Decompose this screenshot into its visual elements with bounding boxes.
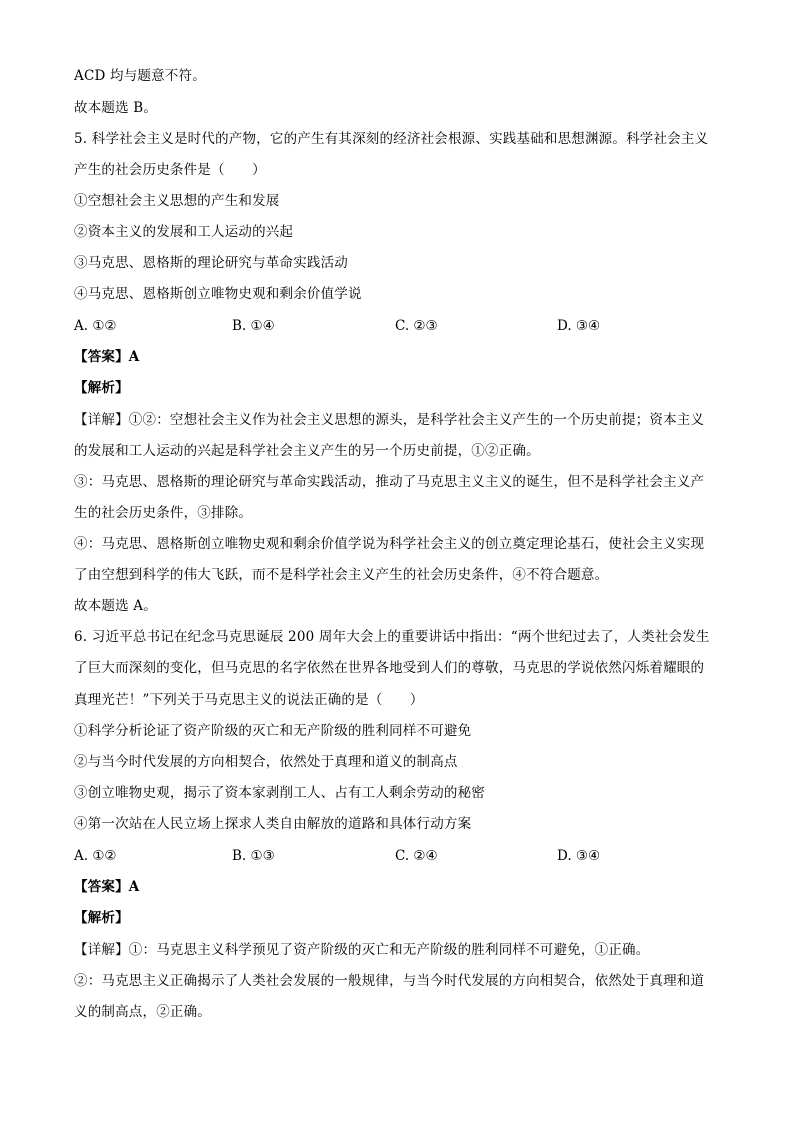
analysis-label: 【解析】 xyxy=(74,910,129,926)
question-6-item: ①科学分析论证了资产阶级的灭亡和无产阶级的胜利同样不可避免 xyxy=(74,723,472,739)
explanation-line: 【详解】①②：空想社会主义作为社会主义思想的源头，是科学社会主义产生的一个历史前提；资本主义 xyxy=(74,412,705,428)
option-a: A. ①② xyxy=(74,318,117,334)
option-d: D. ③④ xyxy=(557,848,601,864)
option-b: B. ①④ xyxy=(232,318,275,334)
question-5-item: ②资本主义的发展和工人运动的兴起 xyxy=(74,224,294,240)
question-5-stem: 产生的社会历史条件是（ ） xyxy=(74,162,266,178)
question-5-item: ③马克思、恩格斯的理论研究与革命实践活动 xyxy=(74,255,348,271)
answer-label: 【答案】A xyxy=(74,879,140,895)
text-line: 故本题选 B。 xyxy=(74,100,158,116)
option-c: C. ②③ xyxy=(395,318,438,334)
explanation-line: 义的制高点，②正确。 xyxy=(74,1004,211,1020)
explanation-line: ④：马克思、恩格斯创立唯物史观和剩余价值学说为科学社会主义的创立奠定理论基石，使社会主义实现 xyxy=(74,536,705,552)
option-b: B. ①③ xyxy=(232,848,275,864)
question-6-stem: 6. 习近平总书记在纪念马克思诞辰 200 周年大会上的重要讲话中指出：“两个世纪过去了，人类社会发生 xyxy=(74,629,710,645)
question-5-item: ①空想社会主义思想的产生和发展 xyxy=(74,193,280,209)
explanation-line: ②：马克思主义正确揭示了人类社会发展的一般规律，与当今时代发展的方向相契合，依然处于真理和道 xyxy=(74,973,705,989)
question-6-stem: 了巨大而深刻的变化，但马克思的名字依然在世界各地受到人们的尊敬，马克思的学说依然闪烁着耀眼的 xyxy=(74,660,705,676)
analysis-label: 【解析】 xyxy=(74,380,129,396)
explanation-line: ③：马克思、恩格斯的理论研究与革命实践活动，推动了马克思主义主义的诞生，但不是科学社会主义产 xyxy=(74,474,705,490)
explanation-line: 了由空想到科学的伟大飞跃，而不是科学社会主义产生的社会历史条件，④不符合题意。 xyxy=(74,567,609,583)
question-6-item: ③创立唯物史观，揭示了资本家剥削工人、占有工人剩余劳动的秘密 xyxy=(74,785,485,801)
option-a: A. ①② xyxy=(74,848,117,864)
question-6-item: ②与当今时代发展的方向相契合，依然处于真理和道义的制高点 xyxy=(74,754,458,770)
answer-label: 【答案】A xyxy=(74,349,140,365)
text-line: ACD 均与题意不符。 xyxy=(74,68,206,84)
question-5-stem: 5. 科学社会主义是时代的产物，它的产生有其深刻的经济社会根源、实践基础和思想渊源。科学社会主义 xyxy=(74,131,709,147)
option-d: D. ③④ xyxy=(557,318,601,334)
question-6-item: ④第一次站在人民立场上探求人类自由解放的道路和具体行动方案 xyxy=(74,816,472,832)
explanation-line: 生的社会历史条件，③排除。 xyxy=(74,505,253,521)
question-6-stem: 真理光芒！”下列关于马克思主义的说法正确的是（ ） xyxy=(74,692,424,708)
option-c: C. ②④ xyxy=(395,848,438,864)
explanation-line: 【详解】①：马克思主义科学预见了资产阶级的灭亡和无产阶级的胜利同样不可避免，①正确。 xyxy=(74,942,650,958)
question-5-item: ④马克思、恩格斯创立唯物史观和剩余价值学说 xyxy=(74,286,362,302)
explanation-line: 的发展和工人运动的兴起是科学社会主义产生的另一个历史前提，①②正确。 xyxy=(74,443,540,459)
text-line: 故本题选 A。 xyxy=(74,598,157,614)
